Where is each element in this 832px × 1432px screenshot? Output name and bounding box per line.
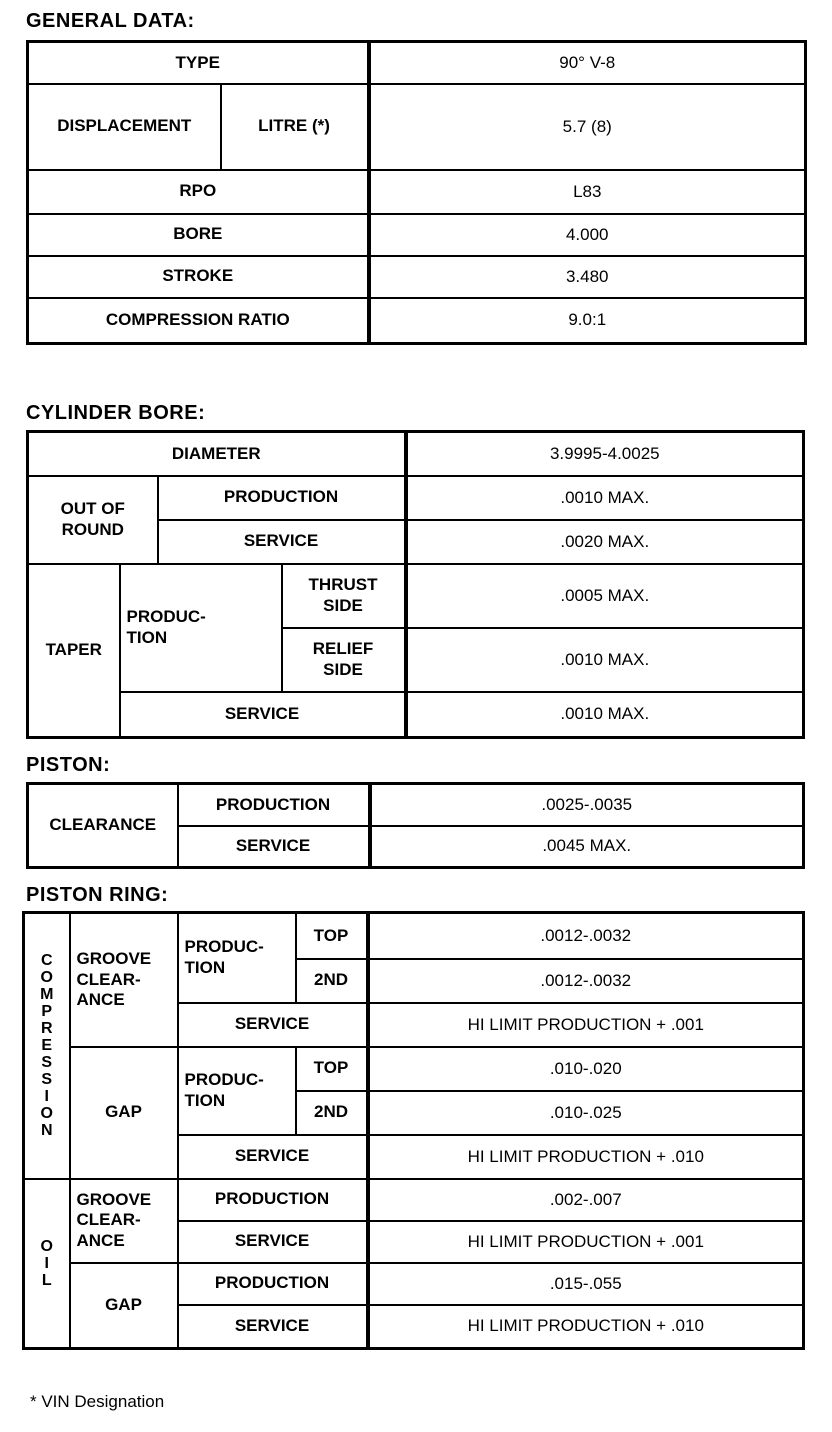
piston-production-value: .0025-.0035 — [370, 784, 804, 826]
comp-gap-2nd-value: .010-.025 — [368, 1091, 804, 1135]
compression-ratio-value: 9.0:1 — [369, 298, 806, 344]
comp-gap-2nd-label: 2ND — [296, 1091, 368, 1135]
piston-production-label: PRODUCTION — [178, 784, 370, 826]
relief-side-label: RELIEF SIDE — [282, 628, 406, 692]
cylinder-bore-table — [26, 430, 805, 739]
comp-gap-top-label: TOP — [296, 1047, 368, 1091]
comp-groove-service-label: SERVICE — [178, 1003, 368, 1047]
oil-gap-service-value: HI LIMIT PRODUCTION + .010 — [368, 1305, 804, 1349]
piston-title: PISTON: — [26, 754, 111, 776]
diameter-value: 3.9995-4.0025 — [406, 432, 804, 476]
cylinder-bore-title: CYLINDER BORE: — [26, 402, 206, 424]
litre-label: LITRE (*) — [221, 84, 369, 170]
out-of-round-label: OUT OF ROUND — [28, 476, 158, 564]
taper-service-label: SERVICE — [120, 692, 406, 738]
compression-ratio-label: COMPRESSION RATIO — [28, 298, 369, 344]
comp-gap-production-label: PRODUC- TION — [178, 1047, 296, 1135]
thrust-side-label: THRUST SIDE — [282, 564, 406, 628]
clearance-label: CLEARANCE — [28, 784, 178, 868]
oor-service-label: SERVICE — [158, 520, 406, 564]
comp-gap-label: GAP — [70, 1047, 178, 1179]
rpo-value: L83 — [369, 170, 806, 214]
oil-groove-clearance-label: GROOVE CLEAR- ANCE — [70, 1179, 178, 1263]
taper-label: TAPER — [28, 564, 120, 738]
piston-table — [26, 782, 805, 869]
stroke-value: 3.480 — [369, 256, 806, 298]
thrust-side-value: .0005 MAX. — [406, 564, 804, 628]
piston-service-value: .0045 MAX. — [370, 826, 804, 868]
taper-production-label: PRODUC- TION — [120, 564, 282, 692]
comp-groove-service-value: HI LIMIT PRODUCTION + .001 — [368, 1003, 804, 1047]
comp-gap-service-value: HI LIMIT PRODUCTION + .010 — [368, 1135, 804, 1179]
comp-gap-service-label: SERVICE — [178, 1135, 368, 1179]
comp-groove-2nd-label: 2ND — [296, 959, 368, 1003]
oil-groove-production-value: .002-.007 — [368, 1179, 804, 1221]
oil-gap-service-label: SERVICE — [178, 1305, 368, 1349]
general-data-title: GENERAL DATA: — [26, 10, 195, 32]
piston-service-label: SERVICE — [178, 826, 370, 868]
oor-production-value: .0010 MAX. — [406, 476, 804, 520]
piston-ring-title: PISTON RING: — [26, 884, 169, 906]
compression-label: C O M P R E S S I O N — [24, 913, 70, 1179]
oil-gap-label: GAP — [70, 1263, 178, 1349]
diameter-label: DIAMETER — [28, 432, 406, 476]
oor-production-label: PRODUCTION — [158, 476, 406, 520]
oil-label: O I L — [24, 1179, 70, 1349]
comp-groove-top-label: TOP — [296, 913, 368, 959]
taper-service-value: .0010 MAX. — [406, 692, 804, 738]
displacement-label: DISPLACEMENT — [28, 84, 221, 170]
comp-groove-clearance-label: GROOVE CLEAR- ANCE — [70, 913, 178, 1047]
displacement-value: 5.7 (8) — [369, 84, 806, 170]
oil-groove-production-label: PRODUCTION — [178, 1179, 368, 1221]
oil-groove-service-value: HI LIMIT PRODUCTION + .001 — [368, 1221, 804, 1263]
comp-gap-top-value: .010-.020 — [368, 1047, 804, 1091]
footnote: * VIN Designation — [30, 1392, 165, 1411]
oil-groove-service-label: SERVICE — [178, 1221, 368, 1263]
type-value: 90° V-8 — [369, 42, 806, 84]
relief-side-value: .0010 MAX. — [406, 628, 804, 692]
oor-service-value: .0020 MAX. — [406, 520, 804, 564]
oil-gap-production-value: .015-.055 — [368, 1263, 804, 1305]
general-data-table — [26, 40, 807, 345]
piston-ring-table — [22, 911, 805, 1350]
comp-groove-production-label: PRODUC- TION — [178, 913, 296, 1003]
bore-label: BORE — [28, 214, 369, 256]
rpo-label: RPO — [28, 170, 369, 214]
oil-gap-production-label: PRODUCTION — [178, 1263, 368, 1305]
bore-value: 4.000 — [369, 214, 806, 256]
stroke-label: STROKE — [28, 256, 369, 298]
comp-groove-top-value: .0012-.0032 — [368, 913, 804, 959]
comp-groove-2nd-value: .0012-.0032 — [368, 959, 804, 1003]
type-label: TYPE — [28, 42, 369, 84]
